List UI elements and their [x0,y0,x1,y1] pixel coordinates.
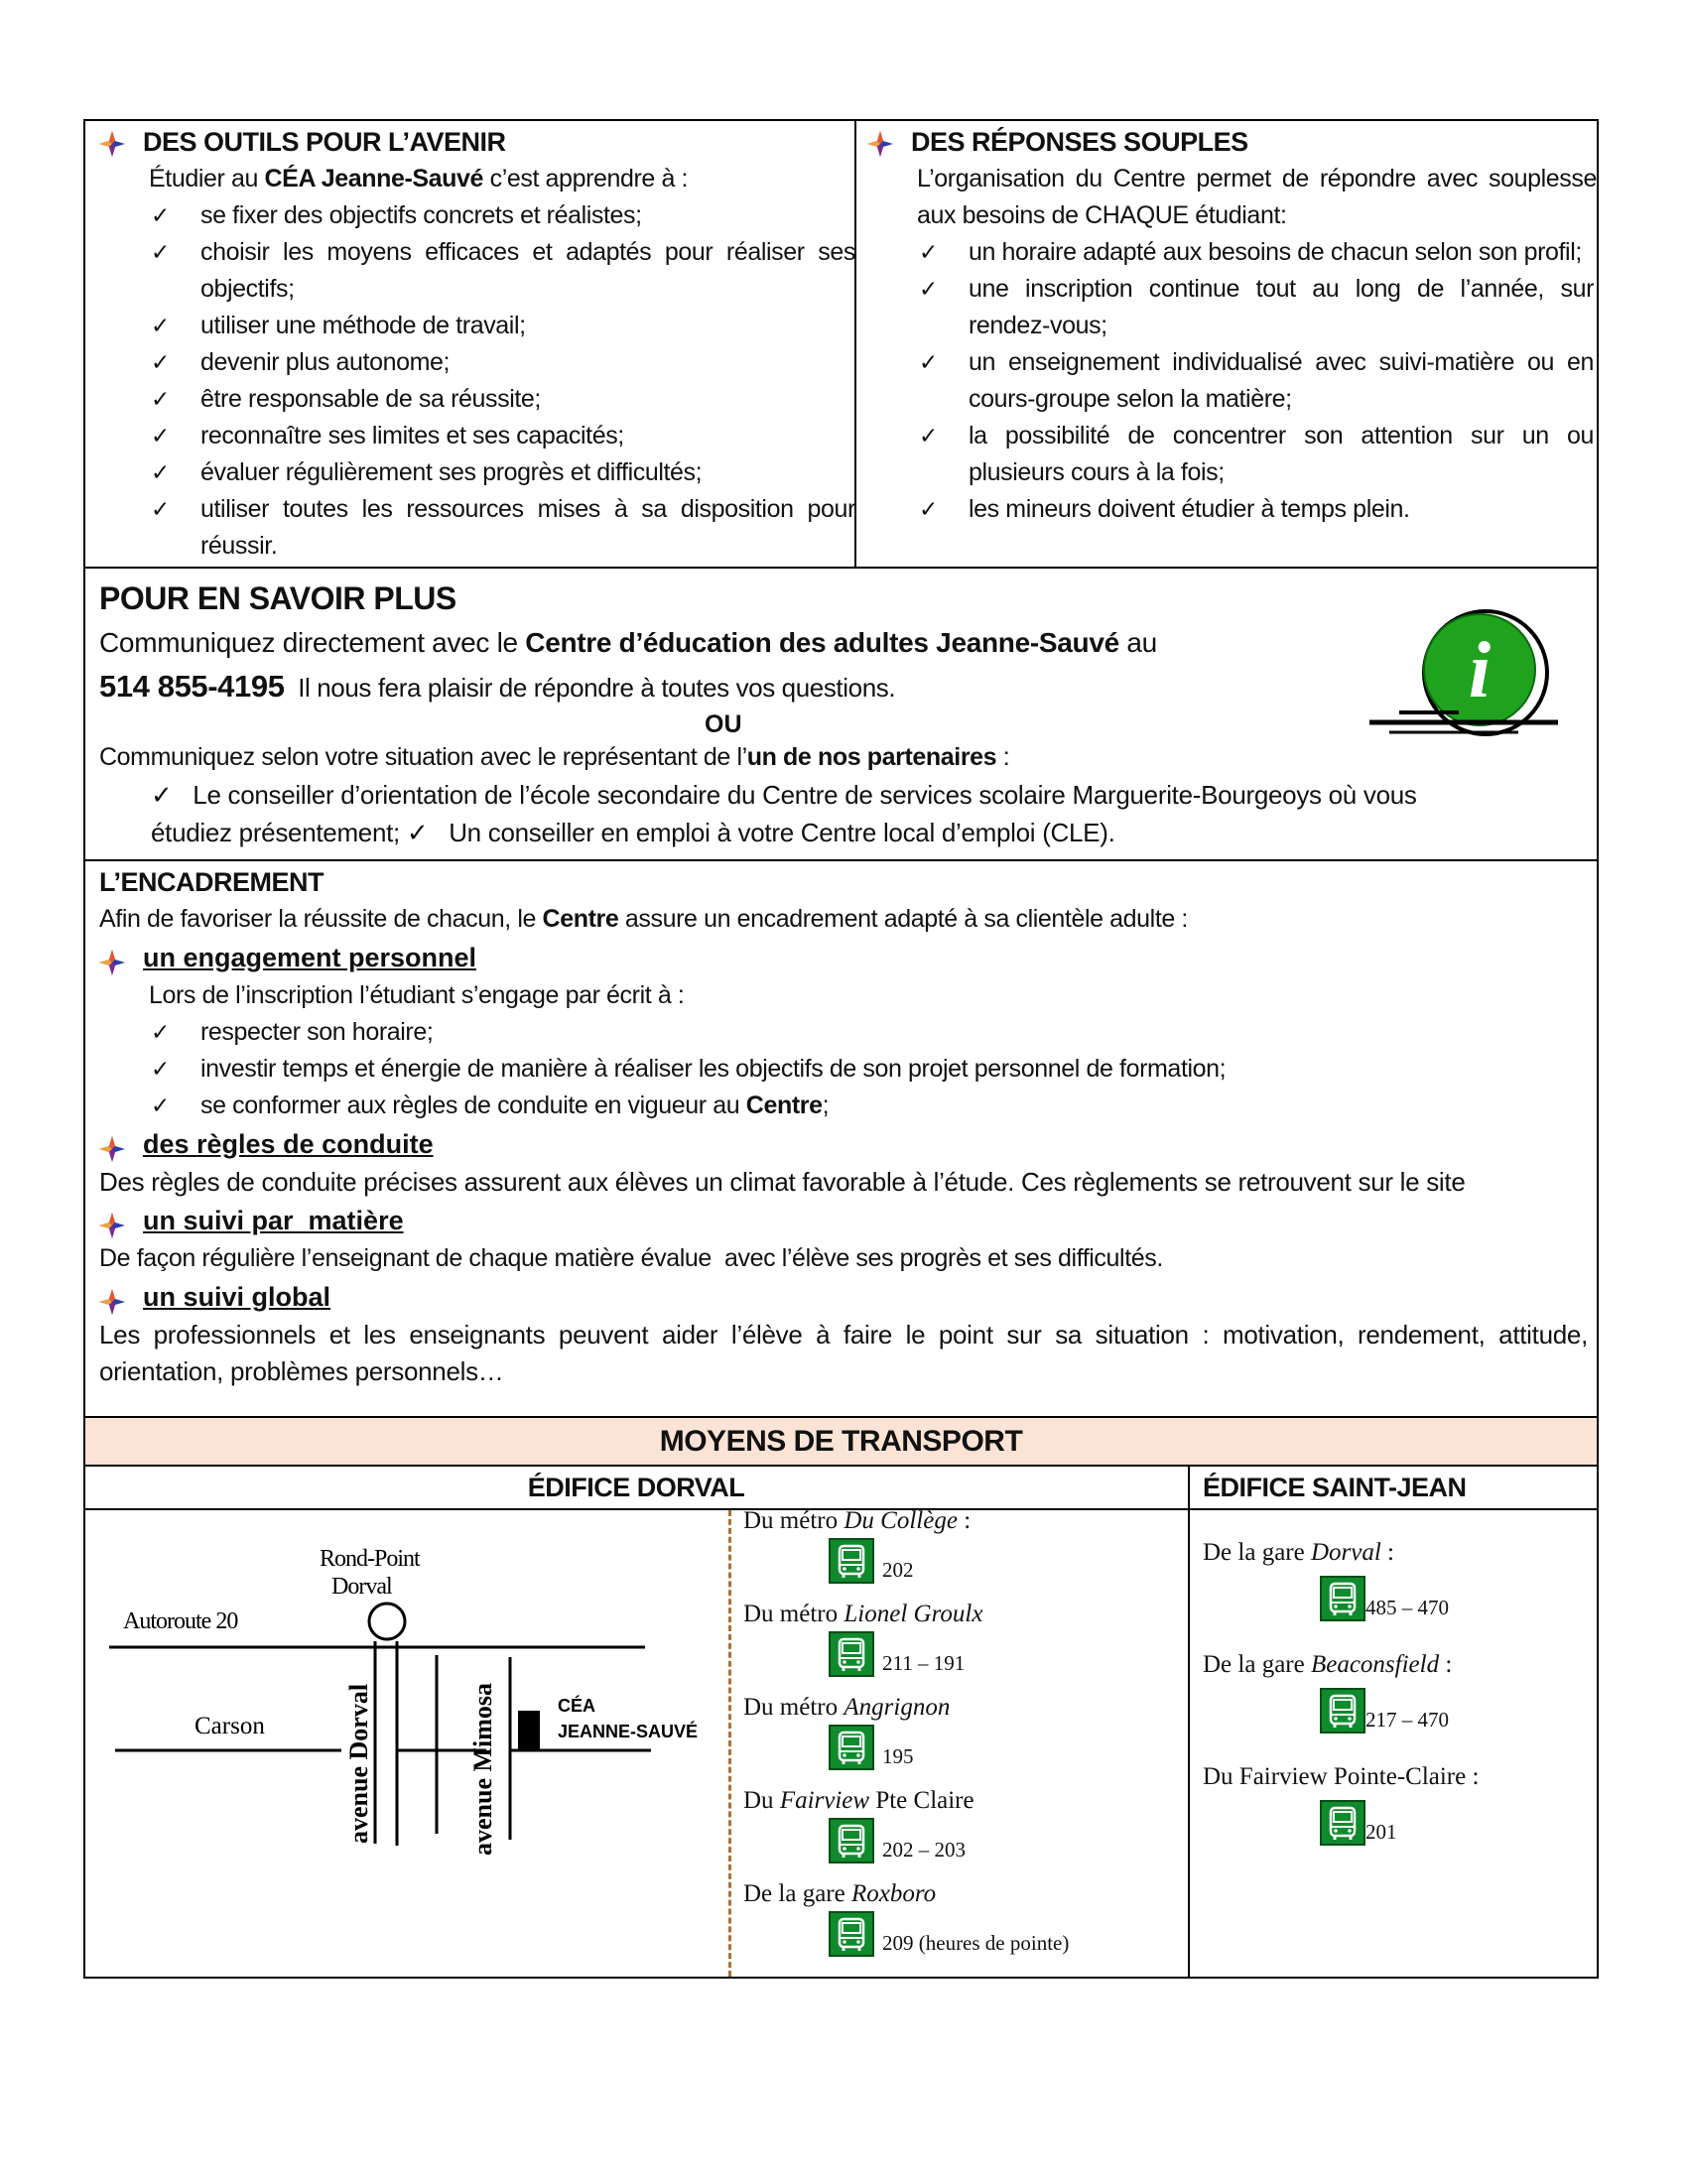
checkmark-icon: ✓ [151,459,170,485]
checkmark-icon: ✓ [919,276,938,302]
list-item [151,344,855,381]
route-item [1203,1648,1590,1760]
info-line1 [99,621,1588,665]
bus-icon [1320,1576,1365,1621]
list-item [151,491,855,565]
route-item [1203,1536,1590,1648]
partner1-text: Le conseiller d’orientation de l’école secondaire du Centre de services scolaire Marguerite-Bourgeoys où vous [193,780,1417,810]
checkmark-icon: ✓ [919,423,938,449]
info-section [99,576,1588,851]
bus-icon [829,1725,874,1770]
rules-heading [99,1124,1588,1164]
route-suffix: : [1380,1539,1394,1566]
map-label-carson: Carson [195,1713,265,1739]
flexible-intro: L’organisation du Centre permet de répondre avec souplesse aux besoins de CHAQUE étudiant: [917,165,1597,229]
list-item-text: une inscription continue tout au long de l’année, sur rendez-vous; [969,275,1594,339]
route-item [1203,1760,1590,1872]
list-item [151,234,855,308]
checkmark-icon: ✓ [151,1056,170,1082]
checkmark-icon: ✓ [919,349,938,375]
list-item-text: respecter son horaire; [200,1018,434,1046]
checkmark-icon: ✓ [151,202,170,228]
list-item-text: utiliser toutes les ressources mises à sa disposition pour réussir. [200,495,855,560]
list-item-text: la possibilité de concentrer son attention sur un ou plusieurs cours à la fois; [969,422,1594,486]
route-prefix: Du métro [743,1694,844,1721]
partner2-text: Un conseiller en emploi à votre Centre local d’emploi (CLE). [449,818,1115,847]
bullet-star-icon [99,1213,125,1238]
route-prefix: Du métro [743,1507,844,1534]
bus-icon [1320,1800,1365,1846]
tools-intro [99,161,857,197]
list-item-text: se fixer des objectifs concrets et réalistes; [200,201,642,229]
center-name: Centre d’éducation des adultes Jeanne-Sauvé [525,627,1119,658]
transport-header [85,1418,1597,1467]
stjean-routes [1203,1536,1590,1872]
map-label-avenue-dorval: avenue Dorval [344,1683,373,1844]
list-item-text: les mineurs doivent étudier à temps plein. [969,495,1410,523]
info-line2 [99,665,1588,709]
list-item [151,381,855,418]
support-intro-prefix: Afin de favoriser la réussite de chacun, le [99,905,543,933]
checkmark-icon: ✓ [151,349,170,375]
roundabout-marker [369,1604,405,1639]
list-item [151,418,855,454]
route-prefix: Du métro [743,1601,844,1627]
stjean-header [1203,1467,1590,1508]
route-station: Lionel Groulx [844,1601,983,1627]
route-suffix: : [957,1507,972,1534]
checkmark-icon: ✓ [151,1092,170,1118]
list-item-text: devenir plus autonome; [200,348,451,376]
map-label-autoroute: Autoroute 20 [123,1608,238,1634]
bus-numbers: 211 – 191 [882,1651,966,1675]
partner-line1 [99,776,1588,814]
info-line3-prefix: Communiquez selon votre situation avec le représentant de l’ [99,743,747,771]
info-line2-text: Il nous fera plaisir de répondre à toutes vos questions. [298,673,896,703]
commitment-heading [99,938,1588,977]
tools-list [99,197,855,565]
checkmark-icon: ✓ [406,818,429,847]
map-routes-divider [728,1510,731,1977]
route-suffix: : [1439,1651,1453,1678]
bullet-star-icon [99,1136,125,1162]
list-item [151,308,855,344]
list-item [919,271,1594,344]
map-label-jeanne-sauve: JEANNE-SAUVÉ [558,1722,699,1741]
route-prefix: Du Fairview Pointe-Claire : [1203,1763,1480,1790]
tools-intro-suffix: c’est apprendre à : [483,165,689,193]
list-item-text: un enseignement individualisé avec suivi-matière ou en cours-groupe selon la matière; [969,348,1594,413]
rules-title: des règles de conduite [143,1129,434,1159]
map-label-dorval: Dorval [331,1574,392,1600]
bus-icon [1320,1688,1365,1734]
transport-title: MOYENS DE TRANSPORT [659,1425,1023,1458]
support-intro [99,901,1588,938]
info-line1-suffix: au [1118,627,1157,658]
route-prefix: Du [743,1787,780,1814]
commitment-list [99,1014,1588,1124]
list-item [151,454,855,491]
dorval-routes [743,1504,1180,1971]
route-prefix: De la gare [743,1880,851,1907]
route-station: Fairview [779,1787,870,1814]
map-label-avenue-mimosa: avenue Mimosa [468,1682,497,1856]
list-item [151,1051,1588,1088]
flexible-list [867,234,1594,528]
bullet-star-icon [867,131,893,157]
bus-numbers: 217 – 470 [1365,1708,1449,1732]
bus-numbers: 209 (heures de pointe) [882,1931,1070,1955]
school-building-marker [518,1711,540,1750]
tools-heading [99,123,857,161]
support-intro-suffix: assure un encadrement adapté à sa clientèle adulte : [618,905,1188,933]
transport-column-divider [1188,1467,1190,1979]
route-prefix: De la gare [1203,1651,1311,1678]
stjean-title: ÉDIFICE SAINT-JEAN [1203,1473,1467,1502]
global-followup-heading [99,1277,1588,1317]
route-item [743,1504,1180,1598]
list-item [919,418,1594,491]
support-section [99,863,1588,1390]
flexible-title: DES RÉPONSES SOUPLES [911,127,1248,157]
list-item-text: choisir les moyens efficaces et adaptés pour réaliser ses objectifs; [200,238,855,303]
route-item [743,1784,1180,1877]
list-item [151,1014,1588,1051]
bus-numbers: 202 [882,1558,914,1582]
flexible-section [867,123,1597,528]
dorval-title: ÉDIFICE DORVAL [527,1473,745,1502]
tools-section [99,123,857,565]
route-item [743,1598,1180,1691]
info-line1-prefix: Communiquez directement avec le [99,627,526,658]
partner1-cont-text: étudiez présentement; [151,818,400,847]
info-title: POUR EN SAVOIR PLUS [99,580,456,616]
bus-icon [829,1911,874,1957]
phone-number: 514 855-4195 [99,669,285,704]
commitment-intro: Lors de l’inscription l’étudiant s’engage par écrit à : [149,981,685,1009]
bus-numbers: 202 – 203 [882,1838,966,1862]
bus-icon [829,1631,874,1677]
list-item-text: se conformer aux règles de conduite en vigueur au [200,1092,746,1119]
checkmark-icon: ✓ [151,313,170,338]
info-letter: i [1468,627,1492,714]
support-title: L’ENCADREMENT [99,867,325,897]
bullet-star-icon [99,131,125,157]
list-item-text: reconnaître ses limites et ses capacités; [200,422,624,450]
route-item [743,1691,1180,1784]
info-line3 [99,739,1588,776]
map-label-cea: CÉA [558,1696,596,1716]
checkmark-icon: ✓ [151,386,170,412]
rules-text: Des règles de conduite précises assurent aux élèves un climat favorable à l’étude. Ces règlements se retrouvent sur le site [99,1167,1466,1197]
list-item-text: utiliser une méthode de travail; [200,312,526,339]
list-item-text: évaluer régulièrement ses progrès et difficultés; [200,458,703,486]
commitment-title: un engagement personnel [143,943,477,972]
list-item [151,197,855,234]
checkmark-icon: ✓ [151,780,173,810]
flexible-heading [867,123,1597,161]
global-followup-text: Les professionnels et les enseignants peuvent aider l’élève à faire le point sur sa situation : motivation, rendement, attitude, orientation, problèmes personnels… [99,1320,1588,1386]
information-icon [1369,607,1568,736]
list-item-suffix: ; [822,1092,830,1119]
list-item [919,344,1594,418]
dorval-header [85,1467,1187,1508]
partner-line2 [99,814,1588,851]
or-separator: OU [705,710,742,738]
route-station: Beaconsfield [1310,1651,1440,1678]
bullet-star-icon [99,1289,125,1315]
route-station: Du Collège [844,1507,958,1534]
checkmark-icon: ✓ [151,423,170,449]
checkmark-icon: ✓ [151,496,170,522]
map-label-rond-point: Rond-Point [320,1546,420,1572]
bus-numbers: 195 [882,1744,914,1768]
info-line3-bold: un de nos partenaires [746,743,997,771]
route-item [743,1877,1180,1971]
support-intro-bold: Centre [542,905,619,933]
list-item-bold: Centre [745,1092,823,1119]
route-prefix: De la gare [1203,1539,1311,1566]
bullet-star-icon [99,950,125,975]
route-station: Roxboro [850,1880,937,1907]
list-item-text: investir temps et énergie de manière à réaliser les objectifs de son projet personnel de formation; [200,1055,1227,1083]
list-item-text: être responsable de sa réussite; [200,385,541,413]
subject-followup-title: un suivi par matière [143,1206,404,1235]
list-item [919,234,1594,271]
info-line3-suffix: : [996,743,1010,771]
checkmark-icon: ✓ [919,496,938,522]
list-item [919,491,1594,528]
bus-icon [829,1538,874,1584]
checkmark-icon: ✓ [151,1019,170,1045]
bus-icon [829,1818,874,1863]
global-followup-title: un suivi global [143,1282,331,1312]
list-item [151,1088,1588,1124]
bus-numbers: 201 [1365,1820,1397,1844]
route-suffix: Pte Claire [869,1787,974,1814]
list-item-text: un horaire adapté aux besoins de chacun selon son profil; [969,238,1582,266]
location-map [99,1536,714,1883]
tools-title: DES OUTILS POUR L’AVENIR [143,127,506,157]
checkmark-icon: ✓ [919,239,938,265]
route-station: Angrignon [844,1694,951,1721]
tools-intro-bold: CÉA Jeanne-Sauvé [264,165,484,193]
subject-followup-heading [99,1201,1588,1240]
tools-intro-prefix: Étudier au [149,165,265,193]
subject-followup-text: De façon régulière l’enseignant de chaque matière évalue avec l’élève ses progrès et ses difficultés. [99,1244,1163,1272]
checkmark-icon: ✓ [151,239,170,265]
route-station: Dorval [1310,1539,1381,1566]
bus-numbers: 485 – 470 [1365,1596,1449,1619]
